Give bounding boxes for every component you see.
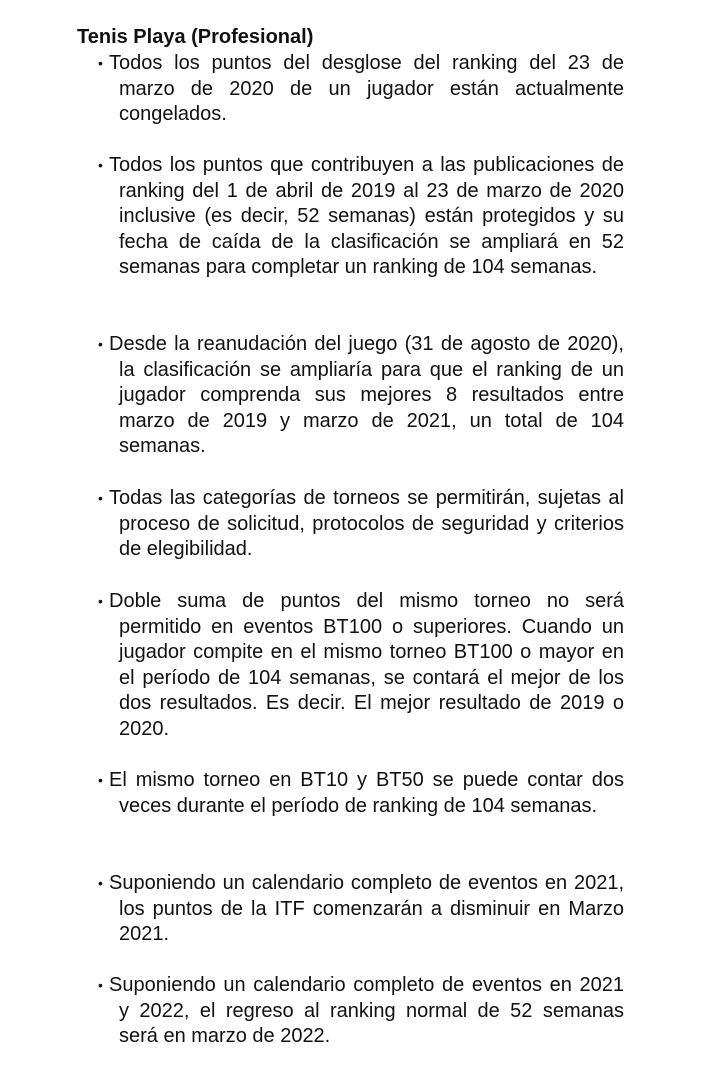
bullet-icon: •	[98, 490, 103, 506]
list-item	[98, 768, 624, 819]
list-item-text: Suponiendo un calendario completo de eventos en 2021 y 2022, el regreso al ranking normal de 52 semanas será en marzo de 2022.	[109, 974, 624, 1047]
list-item-text: El mismo torneo en BT10 y BT50 se puede contar dos veces durante el período de ranking de 104 semanas.	[109, 769, 624, 817]
list-item-text: Todos los puntos del desglose del ranking del 23 de marzo de 2020 de un jugador están actualmente congelados.	[109, 52, 624, 125]
list-item	[98, 486, 624, 563]
bullet-icon: •	[98, 772, 103, 788]
bullet-icon: •	[98, 875, 103, 891]
list-item	[98, 332, 624, 460]
list-item	[98, 871, 624, 948]
list-item-text: Desde la reanudación del juego (31 de agosto de 2020), la clasificación se ampliaría para que el ranking de un jugador comprenda sus mejores 8 resultados entre marzo de 2019 y marzo de 2021, un total de 104 semanas.	[109, 333, 624, 457]
bullet-icon: •	[98, 55, 103, 71]
list-item-text: Todos los puntos que contribuyen a las publicaciones de ranking del 1 de abril de 2019 al 23 de marzo de 2020 inclusive (es decir, 52 semanas) están protegidos y su fecha de caída de la clasificación se ampliará en 52 semanas para completar un ranking de 104 semanas.	[109, 154, 624, 278]
list-item	[98, 973, 624, 1050]
page-title: Tenis Playa (Profesional)	[77, 26, 314, 48]
list-item-text: Todas las categorías de torneos se permitirán, sujetas al proceso de solicitud, protocolos de seguridad y criterios de elegibilidad.	[109, 487, 624, 560]
bullet-icon: •	[98, 157, 103, 173]
list-item	[98, 589, 624, 742]
list-item-text: Doble suma de puntos del mismo torneo no será permitido en eventos BT100 o superiores. Cuando un jugador compite en el mismo torneo BT100 o mayor en el período de 104 semanas, se contará el mejor de los dos resultados. Es decir. El mejor resultado de 2019 o 2020.	[109, 590, 624, 740]
bullet-icon: •	[98, 593, 103, 609]
bullet-icon: •	[98, 336, 103, 352]
bullet-icon: •	[98, 977, 103, 993]
list-item	[98, 51, 624, 128]
list-item-text: Suponiendo un calendario completo de eventos en 2021, los puntos de la ITF comenzarán a disminuir en Marzo 2021.	[109, 872, 624, 945]
list-item	[98, 153, 624, 281]
